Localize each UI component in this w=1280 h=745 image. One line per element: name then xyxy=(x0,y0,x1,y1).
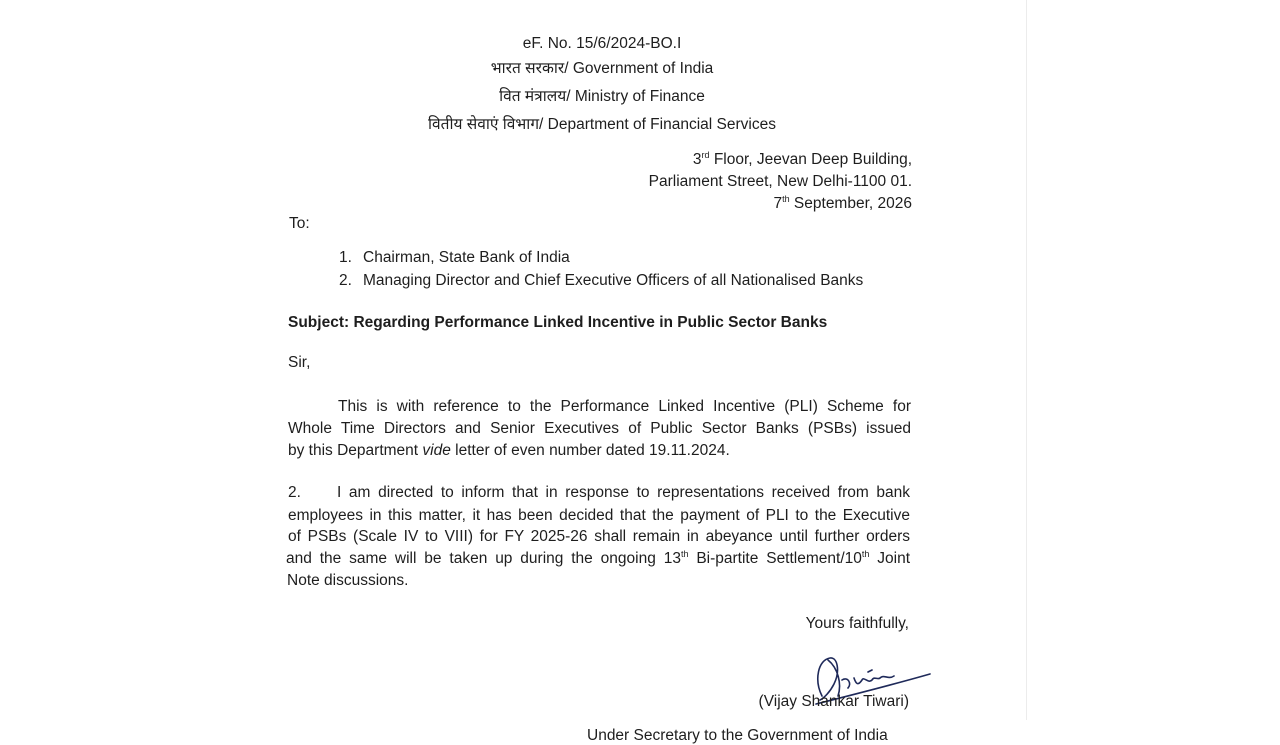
para1-vide: vide xyxy=(422,442,451,459)
address-floor-text: Floor, Jeevan Deep Building, xyxy=(709,151,912,168)
para1-line3 xyxy=(288,441,730,460)
recipient-2-text: Managing Director and Chief Executive Officers of all Nationalised Banks xyxy=(363,272,864,289)
signatory-name: (Vijay Shankar Tiwari) xyxy=(758,693,909,710)
para1-line1: This is with reference to the Performance Linked Incentive (PLI) Scheme for xyxy=(338,398,911,415)
para2-line4-b: Bi-partite Settlement/10 xyxy=(688,550,862,567)
para1-line2: Whole Time Directors and Senior Executives of Public Sector Banks (PSBs) issued xyxy=(288,420,911,437)
para2-line4-a: and the same will be taken up during the ongoing 13 xyxy=(286,550,681,567)
para1-line3-b: letter of even number dated 19.11.2024. xyxy=(450,442,730,459)
subject-line: Subject: Regarding Performance Linked Incentive in Public Sector Banks xyxy=(288,314,828,331)
signatory-designation: Under Secretary to the Government of India xyxy=(587,726,888,744)
file-number: eF. No. 15/6/2024-BO.I xyxy=(522,35,682,52)
para2-line4-sup2: th xyxy=(861,548,870,559)
para2-line4-sup1: th xyxy=(680,548,689,559)
para2-line1: I am directed to inform that in response to representations received from bank xyxy=(337,484,910,501)
address-floor-suffix: rd xyxy=(701,149,710,160)
para2-number: 2. xyxy=(288,484,301,501)
para2-line4-c: Joint xyxy=(869,550,910,567)
para2-line5: Note discussions. xyxy=(287,572,409,589)
para2-line4 xyxy=(286,549,910,568)
address-street: Parliament Street, New Delhi-1100 01. xyxy=(648,173,912,190)
government-line: भारत सरकार/ Government of India xyxy=(490,60,714,77)
recipient-2-number: 2. xyxy=(339,272,352,289)
recipient-1-text: Chairman, State Bank of India xyxy=(363,249,570,266)
address-floor xyxy=(693,150,912,169)
to-label: To: xyxy=(289,215,310,232)
ministry-line: वित मंत्रालय/ Ministry of Finance xyxy=(499,88,705,105)
para2-line2: employees in this matter, it has been decided that the payment of PLI to the Executive xyxy=(288,507,910,524)
address-floor-number: 3 xyxy=(692,151,702,168)
date-day: 7 xyxy=(773,195,783,212)
closing-yours-faithfully: Yours faithfully, xyxy=(805,615,909,632)
salutation: Sir, xyxy=(288,354,311,371)
date-rest: September, 2026 xyxy=(789,195,912,212)
para1-line3-a: by this Department xyxy=(288,442,423,459)
letter-date xyxy=(773,194,912,213)
para2-line3: of PSBs (Scale IV to VIII) for FY 2025-26 shall remain in abeyance until further orders xyxy=(288,528,910,545)
department-line: वितीय सेवाएं विभाग/ Department of Financial Services xyxy=(428,116,776,133)
recipient-1-number: 1. xyxy=(339,249,352,266)
date-suffix: th xyxy=(782,193,790,204)
